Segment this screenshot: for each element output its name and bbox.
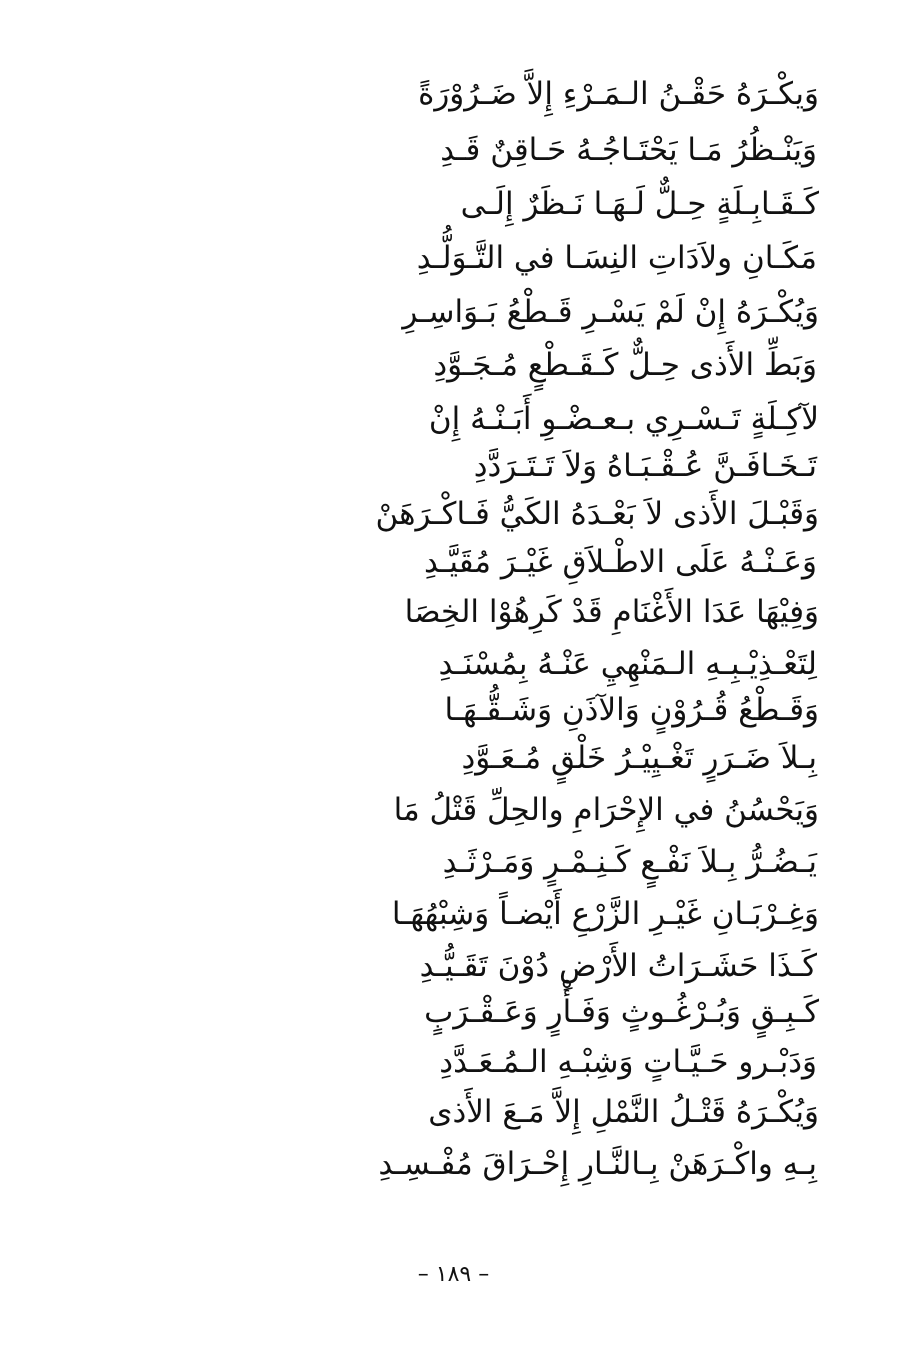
verse-line: لآكِـلَةٍ تَـسْـرِي بـعـضْـوِ أَبَـنْـهُ إِنْ (428, 401, 819, 437)
verse-line: وَيُكْـرَهُ قَتْـلُ النَّمْلِ إِلاَّ مَـعَ الأَذى (428, 1094, 819, 1130)
verse-line: وَبَطِّ الأَذى حِـلٌّ كَـقَـطْعٍ مُـجَـوَّدِ (433, 347, 817, 383)
verse-line: يَـضُـرُّ بِـلاَ نَفْـعٍ كَـنِـمْـرٍ وَمَـرْثَـدِ (442, 844, 817, 880)
verse-line: بِـلاَ ضَـرَرٍ تَغْـيِيْـرُ خَلْقٍ مُـعَـوَّدِ (461, 740, 817, 776)
verse-line: لِتَعْـذِيْـبِـهِ الـمَنْهِيِ عَنْـهُ بِمُسْنَـدِ (438, 646, 817, 682)
verse-line: وَيَحْسُنُ في الإِحْرَامِ والحِلِّ قَتْلُ مَا (393, 792, 819, 828)
verse-line: وَدَبْـرو حَـيَّـاتٍ وَشِبْـهِ الـمُـعَـدَّدِ (439, 1044, 817, 1080)
verse-line: بِـهِ واكْـرَهَنْ بِـالنَّـارِ إِحْـرَاقَ مُفْـسِـدِ (378, 1146, 817, 1182)
verse-line: وَغِـرْبَـانِ غَيْـرِ الزَّرْعِ أَيْضـاً وَشِبْهُهَـا (391, 896, 819, 932)
verse-line: وَقَـطْعُ قُـرُوْنٍ وَالآذَنِ وَشَـقُّـهَـا (444, 692, 819, 728)
verse-line: كَـبِـقٍ وَبُـرْغُـوثٍ وَفَـأْرٍ وَعَـقْـرَبٍ (424, 994, 819, 1030)
verse-line: كَـذَا حَشَـرَاتُ الأَرْضِ دُوْنَ تَقَـيُّـدِ (419, 948, 817, 984)
verse-line: وَقَبْـلَ الأَذى لاَ بَعْـدَهُ الكَيُّ فَـاكْـرَهَنْ (375, 496, 819, 532)
verse-line: وَفِيْهَا عَدَا الأَغْنَامِ قَدْ كَرِهُوْا الخِصَا (404, 594, 819, 630)
verse-line: كَـقَـابِـلَةٍ حِـلٌّ لَـهَـا نَـظَرٌ إِلَـى (460, 186, 819, 222)
page-number: – ١٨٩ – (417, 1262, 490, 1287)
verse-line: وَيكْـرَهُ حَقْـنُ الـمَـرْءِ إِلاَّ ضَـرُوْرَةً (418, 76, 819, 112)
verse-line: وَيُكْـرَهُ إِنْ لَمْ يَسْـرِ قَـطْعُ بَـوَاسِـرِ (402, 294, 819, 330)
verse-line: وَيَنْـظُرُ مَـا يَحْتَـاجُـهُ حَـاقِنٌ قَـدِ (440, 132, 817, 168)
verse-line: تَـخَـافَـنَّ عُـقْـبَـاهُ وَلاَ تَـتَـرَدَّدِ (473, 448, 817, 484)
verse-line: مَكَـانِ ولاَدَاتِ النِسَـا في التَّـوَلُّـدِ (416, 240, 817, 276)
verse-line: وَعَـنْـهُ عَلَى الاطْـلاَقِ غَيْـرَ مُقَيَّـدِ (424, 544, 817, 580)
